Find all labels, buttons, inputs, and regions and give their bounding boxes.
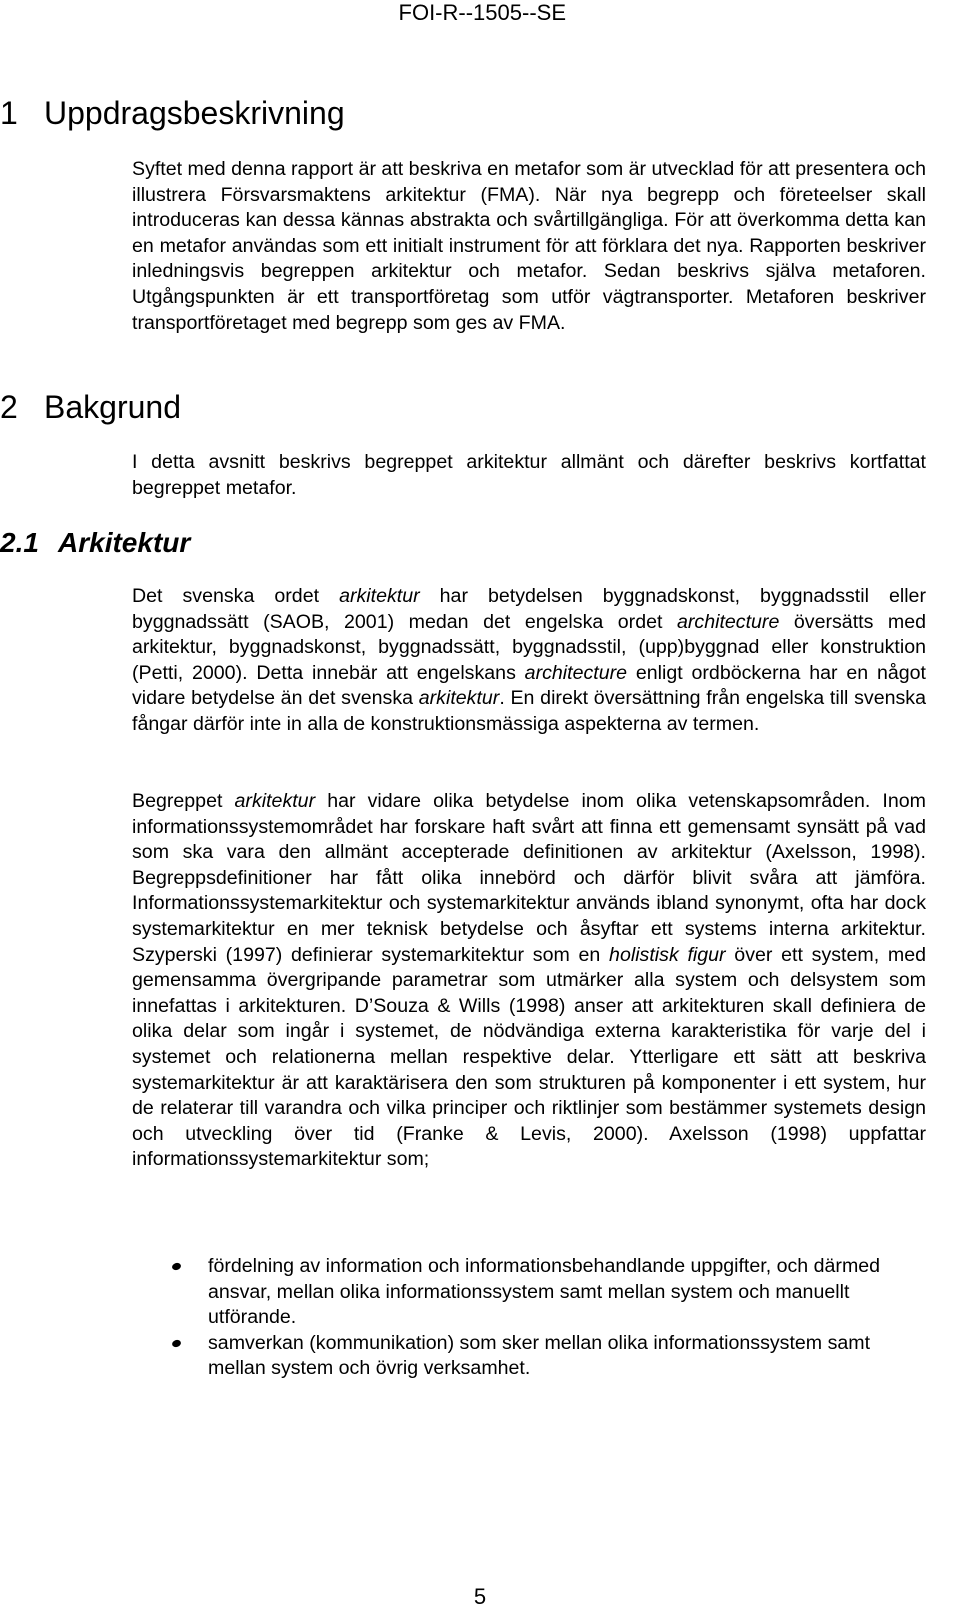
page-number: 5 xyxy=(473,1584,487,1609)
arkitektur-paragraph-2 xyxy=(132,789,926,1173)
bullet-text-2: samverkan (kommunikation) som sker mellan olika informationssystem samt mellan system och övrig verksamhet. xyxy=(208,1331,871,1380)
bullet-dot-icon xyxy=(171,1338,182,1348)
p2-text-e: över ett system, med gemensamma övergripande parametrar som utmärker alla system och delsystem som innefattas i arkitekturen. D’Souza & Wills (1998) anser att arkitekturen skall definiera de olika delar som ingår i systemet, de nödvändiga externa karakteristika för varje del i systemet och relationerna mellan respektive delar. Ytterligare ett sätt att beskriva systemarkitektur är att karaktärisera den som strukturen på komponenter i ett system, hur de relaterar till varandra och vilka principer och riktlinjer som bestämmer systemets design och utveckling över tid (Franke & Levis, 2000). Axelsson (1998) uppfattar informationssystemarkitektur som; xyxy=(132,943,926,1171)
p1-text-a: Det svenska ordet xyxy=(132,585,340,607)
p2-text-c: har vidare olika betydelse inom olika vetenskapsområden. Inom informationssystemområdet har forskare haft svårt att finna ett gemensamt synsätt på vad som ska vara den allmänt accepterade definitionen av arkitektur (Axelsson, 1998). Begreppsdefinitioner har fått olika innebörd och därför blivit svåra att jämföra. Informationssystemarkitektur och systemarkitektur används ibland synonymt, ofta har dock systemarkitektur en mer teknisk betydelse och åsyftar ett systems interna arkitektur. Szyperski (1997) definierar systemarkitektur som en xyxy=(132,790,926,966)
p1-text-g: enligt ordböckerna har en något vidare betydelse än det svenska xyxy=(132,661,926,710)
p1-italic-architecture: architecture xyxy=(676,610,780,633)
section-2-1-title: Arkitektur xyxy=(58,527,191,558)
p1-italic-arkitektur-2: arkitektur xyxy=(418,687,500,710)
section-1-title: Uppdragsbeskrivning xyxy=(44,95,345,131)
arkitektur-paragraph-1 xyxy=(132,584,926,738)
p1-italic-arkitektur: arkitektur xyxy=(339,585,420,607)
p1-text-e: översätts med arkitektur, byggnadskonst, byggnadssätt, byggnadsstil, (upp)byggnad eller konstruktion (Petti, 2000). Detta innebär att engelskans xyxy=(132,610,927,684)
bullet-list xyxy=(132,1254,926,1382)
bullet-dot-icon xyxy=(171,1262,182,1272)
section-2-title: Bakgrund xyxy=(44,389,181,425)
list-item xyxy=(132,1254,926,1331)
p2-italic-arkitektur: arkitektur xyxy=(234,790,316,812)
report-id-header: FOI-R--1505--SE xyxy=(398,0,566,25)
p2-italic-holistisk-figur: holistisk figur xyxy=(609,943,726,966)
section-2-1-number: 2.1 xyxy=(0,527,39,558)
section-1-paragraph: Syftet med denna rapport är att beskriva en metafor som är utvecklad för att presentera och illustrera Försvarsmaktens arkitektur (FMA). När nya begrepp och företeelser skall introduceras kan dessa kännas abstrakta och svårtillgängliga. För att överkomma detta kan en metafor användas som ett initialt instrument för att förklara det nya. Rapporten beskriver inledningsvis begreppen arkitektur och metafor. Sedan beskrivs själva metaforen. Utgångspunkten är ett transportföretag som utför vägtransporter. Metaforen beskriver transportföretaget med begrepp som ges av FMA. xyxy=(132,158,926,334)
p1-text-c: har betydelsen byggnadskonst, byggnadsstil eller byggnadssätt (SAOB, 2001) medan det engelska ordet xyxy=(132,585,926,633)
section-1-heading xyxy=(0,94,345,132)
section-2-1-heading xyxy=(0,526,190,560)
section-2-number: 2 xyxy=(0,389,18,425)
section-2-paragraph: I detta avsnitt beskrivs begreppet arkitektur allmänt och därefter beskrivs kortfattat begreppet metafor. xyxy=(132,451,926,499)
p2-text-a: Begreppet xyxy=(132,790,235,812)
list-item xyxy=(132,1331,926,1382)
p1-italic-architecture-2: architecture xyxy=(524,661,628,684)
p1-text-i: . En direkt översättning från engelska till svenska fångar därför inte in alla de konstruktionsmässiga aspekterna av termen. xyxy=(132,687,926,735)
section-1-number: 1 xyxy=(0,95,18,131)
section-2-heading xyxy=(0,388,181,426)
bullet-text-1: fördelning av information och informationsbehandlande uppgifter, och därmed ansvar, mellan olika informationssystem samt mellan system och manuellt utförande. xyxy=(208,1255,881,1329)
